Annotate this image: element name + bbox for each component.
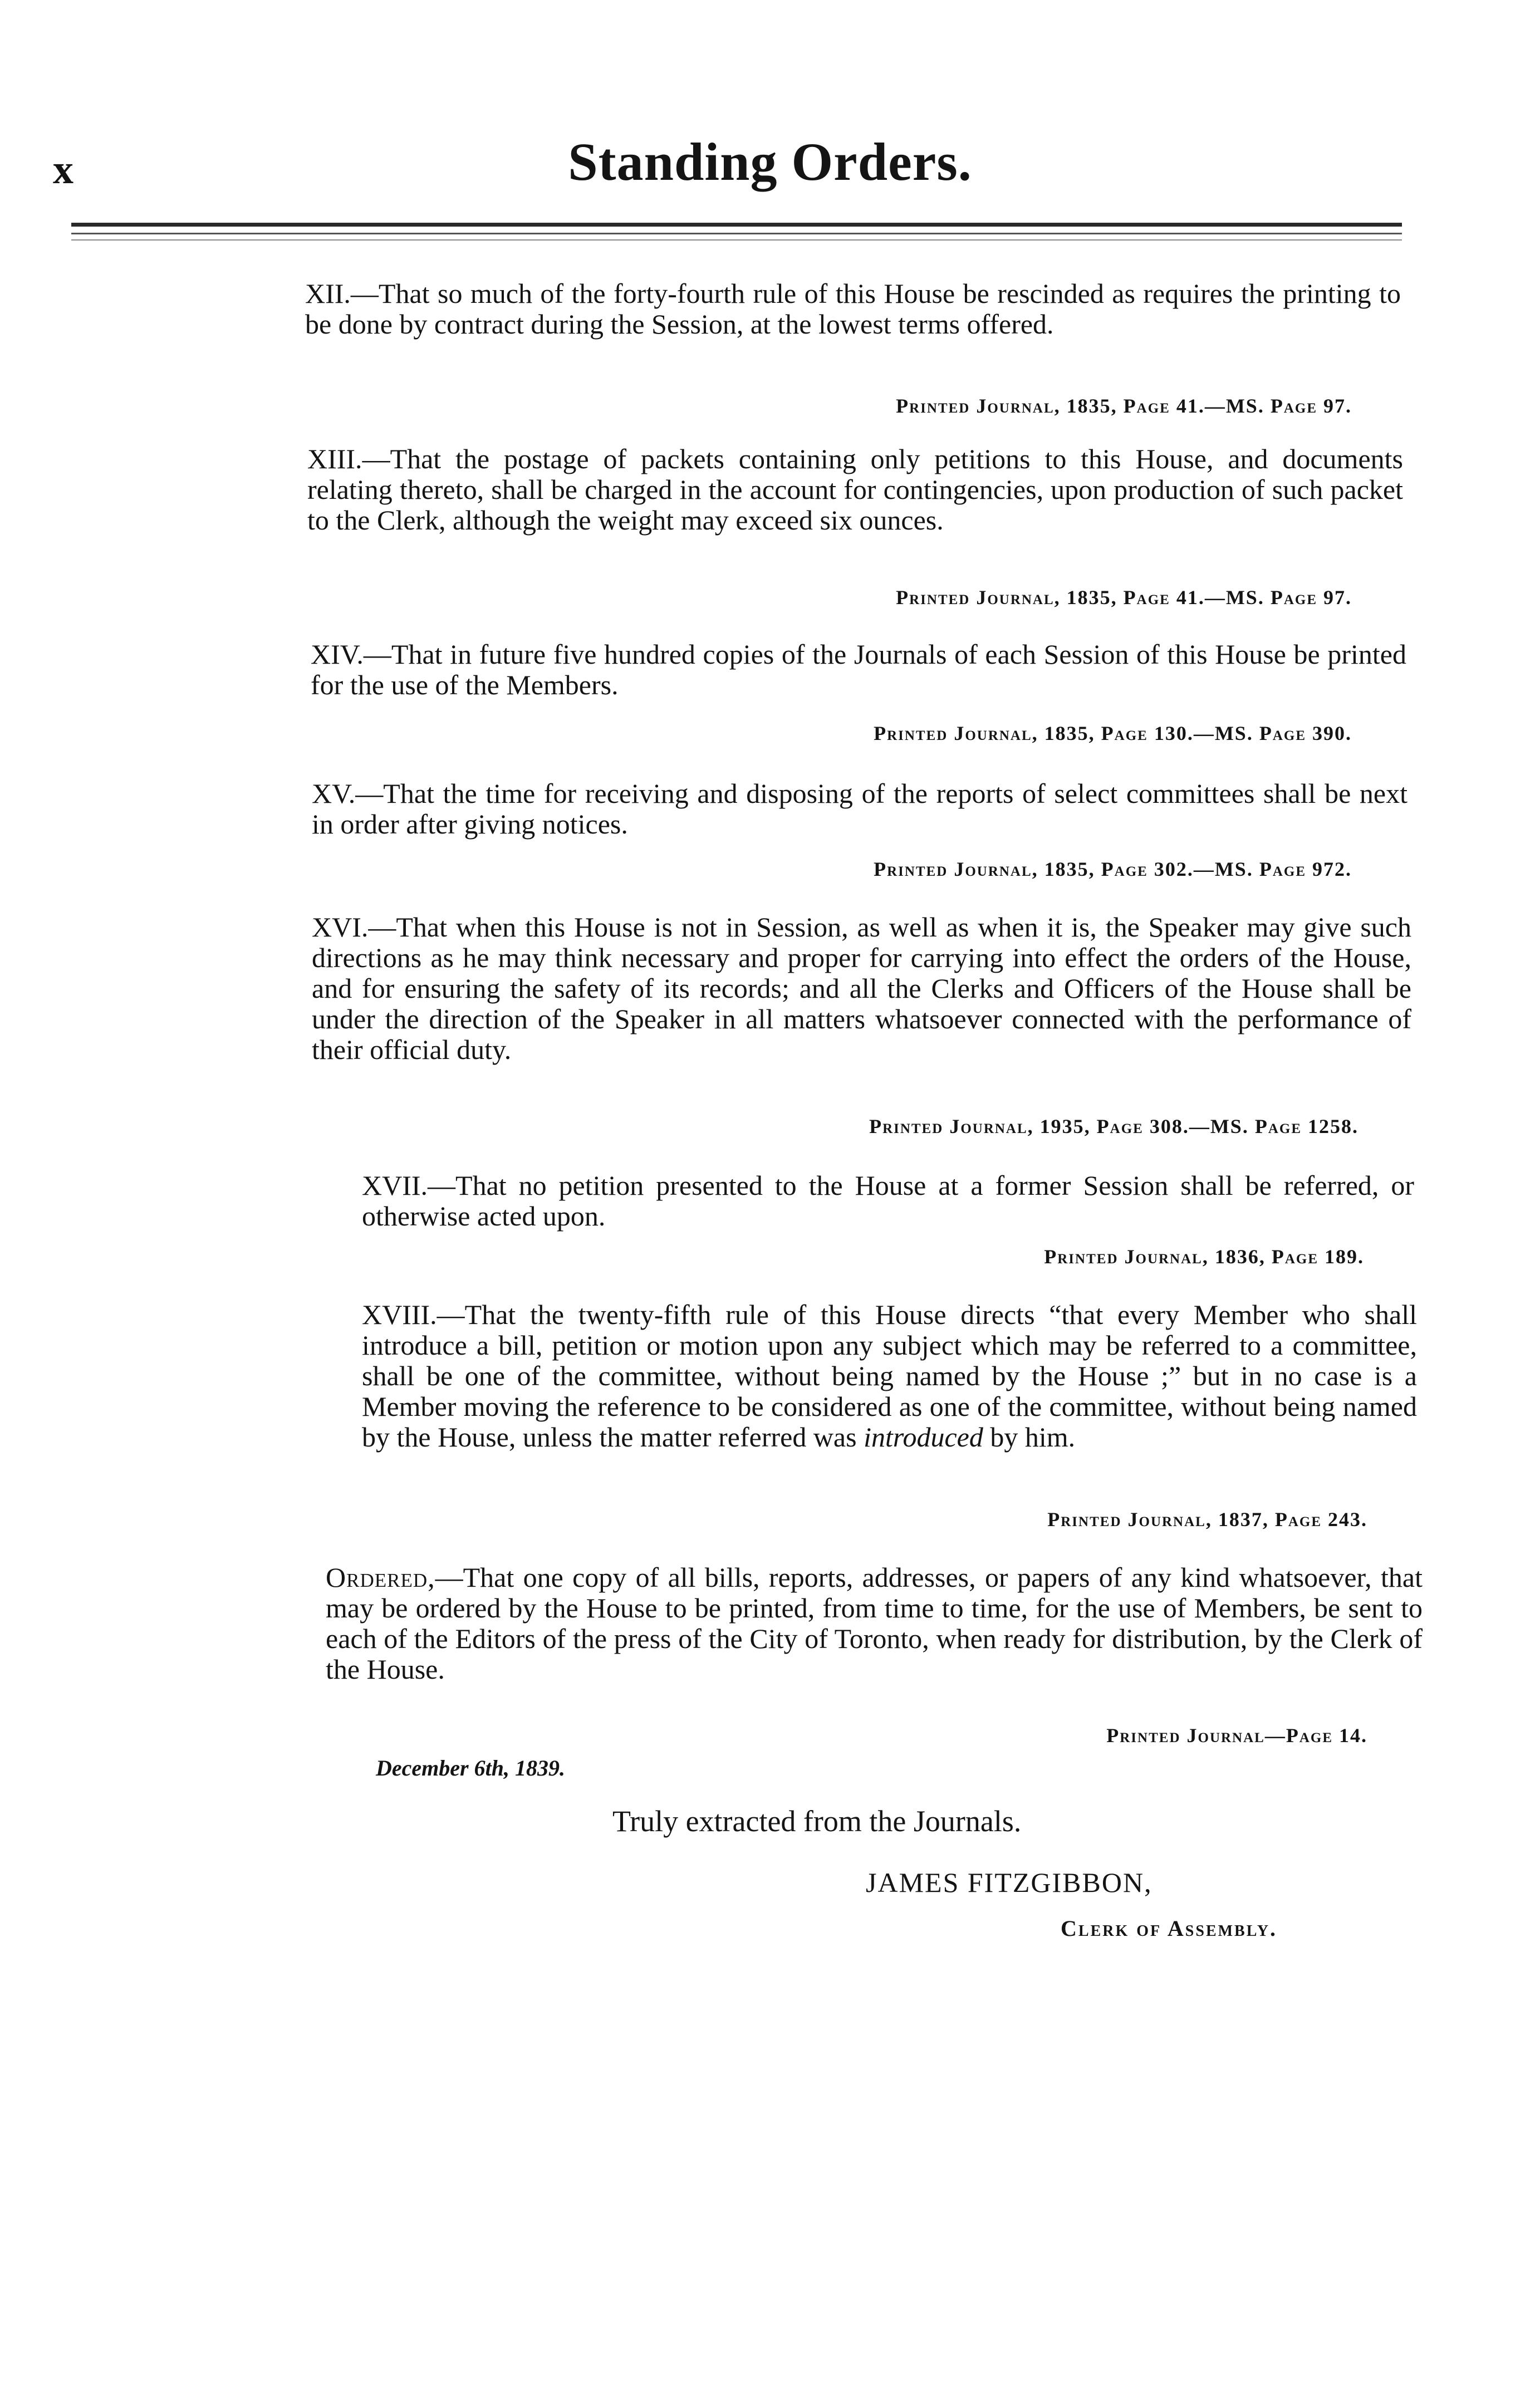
header-rule [71,239,1402,241]
header-rule [71,233,1402,234]
order-text: —That one copy of all bills, reports, addresses, or papers of any kind whatsoever, that may be ordered by the House to be printed, from time to time, for the use of Members, be sent to each of the Editors of the press of the City of Toronto, when ready for distribution, by the Clerk of the House. [326,1562,1423,1685]
order-number: XVIII. [362,1299,437,1330]
order-citation: Printed Journal, 1835, Page 41.—MS. Page 97. [896,395,1352,417]
order-number: XIII. [307,443,362,474]
order-citation: Printed Journal, 1837, Page 243. [1047,1508,1367,1531]
standing-order-xvi [312,912,1411,1065]
standing-order-xviii [362,1299,1417,1453]
order-text: —That the time for receiving and disposing of the reports of select committees shall be next in order after giving notices. [312,778,1407,840]
order-citation: Printed Journal, 1835, Page 302.—MS. Page 972. [874,858,1352,880]
order-text: —That the twenty-fifth rule of this House directs “that every Member who shall introduce a bill, petition or motion upon any subject which may be referred to a committee, shall be one of the committee, without being named by the House ;” but in no case is a Member moving the reference to be considered as one of the committee, without being named by the House, unless the matter referred was [362,1299,1417,1453]
standing-order-xii [305,278,1401,340]
order-number: Ordered, [326,1562,435,1593]
order-number: XVII. [362,1170,428,1201]
order-text: —That when this House is not in Session, as well as when it is, the Speaker may give such directions as he may think necessary and proper for carrying into effect the orders of the House, and for ensuring the safety of its records; and all the Clerks and Officers of the House shall be under the direction of the Speaker in all matters whatsoever connected with the performance of their official duty. [312,911,1411,1065]
signature-title: Clerk of Assembly. [1061,1916,1278,1941]
order-text-emphasis: introduced [864,1421,983,1453]
date-line: December 6th, 1839. [376,1755,565,1781]
order-text: —That in future five hundred copies of the Journals of each Session of this House be printed for the use of the Members. [311,639,1406,700]
order-number: XIV. [311,639,364,670]
order-number: XVI. [312,911,369,943]
standing-order-xv [312,778,1407,840]
closing-statement: Truly extracted from the Journals. [612,1804,1022,1838]
order-citation: Printed Journal, 1835, Page 41.—MS. Page 97. [896,586,1352,609]
page-title: Standing Orders. [568,132,972,192]
order-number: XII. [305,278,351,309]
order-citation: Printed Journal—Page 14. [1106,1724,1367,1747]
order-text: —That so much of the forty-fourth rule of this House be rescinded as requires the printing to be done by contract during the Session, at the lowest terms offered. [305,278,1401,340]
order-text: by him. [983,1421,1076,1453]
order-number: XV. [312,778,356,809]
ordered-resolution [326,1562,1423,1685]
order-citation: Printed Journal, 1836, Page 189. [1044,1245,1364,1268]
order-text: —That no petition presented to the House at a former Session shall be referred, or otherwise acted upon. [362,1170,1414,1232]
standing-order-xiii [307,444,1403,536]
signature: JAMES FITZGIBBON, [866,1867,1152,1898]
standing-order-xvii [362,1170,1414,1232]
header-rule [71,223,1402,227]
order-citation: Printed Journal, 1935, Page 308.—MS. Page 1258. [869,1115,1358,1137]
order-text: —That the postage of packets containing only petitions to this House, and documents relating thereto, shall be charged in the account for contingencies, upon production of such packet to the Clerk, although the weight may exceed six ounces. [307,443,1403,536]
page-number: x [53,147,73,193]
standing-order-xiv [311,639,1406,700]
order-citation: Printed Journal, 1835, Page 130.—MS. Page 390. [874,722,1352,744]
